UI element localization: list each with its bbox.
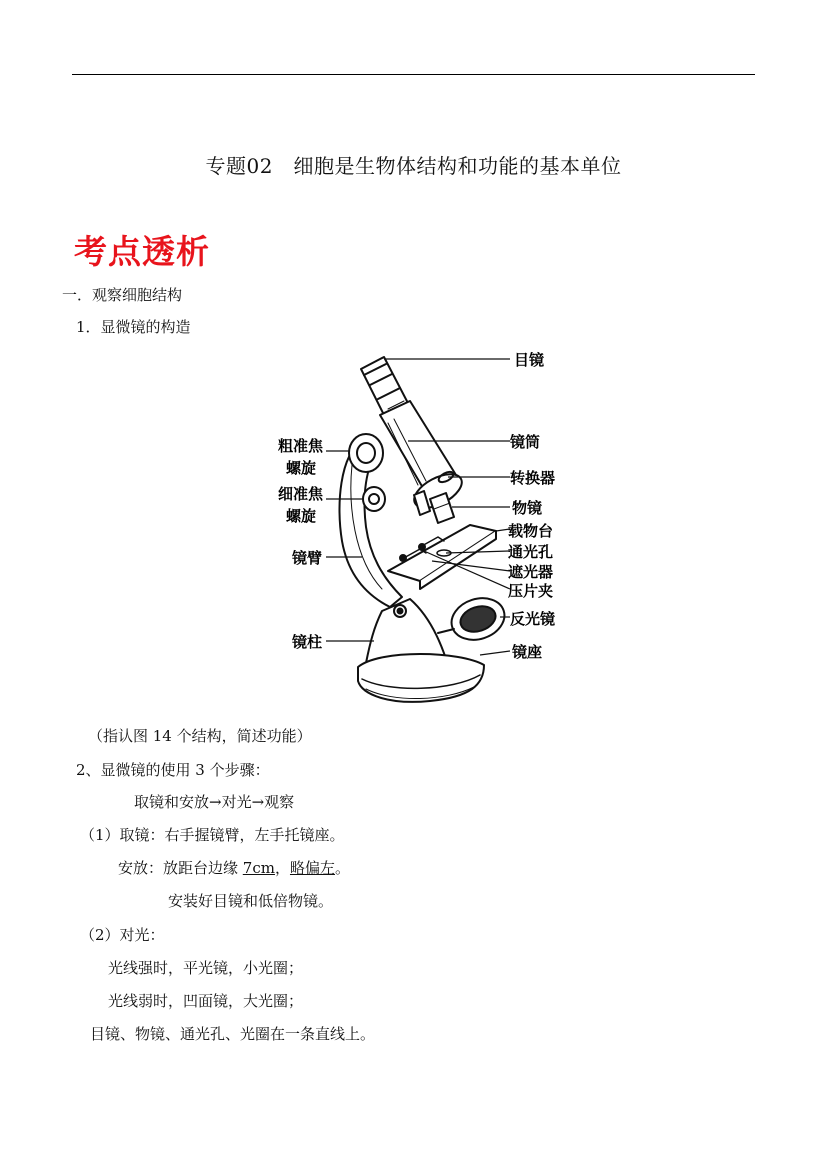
label-eyepiece: 目镜	[514, 351, 545, 369]
label-fine-line2: 螺旋	[286, 507, 317, 525]
section-2-heading: 2、显微镜的使用 3 个步骤：	[76, 761, 270, 779]
label-clip: 压片夹	[508, 582, 554, 600]
placement-bias: 略偏左	[289, 859, 335, 877]
step1-line: （1）取镜：右手握镜臂，左手托镜座。	[80, 826, 345, 844]
placement-prefix: 安放：放距台边缘	[118, 859, 243, 877]
section-1-heading: 一．观察细胞结构	[62, 286, 183, 304]
label-objective: 物镜	[512, 499, 543, 517]
step2-alignment: 目镜、物镜、通光孔、光圈在一条直线上。	[90, 1025, 376, 1043]
microscope-diagram	[270, 345, 570, 717]
label-nosepiece: 转换器	[510, 469, 556, 487]
label-stage: 载物台	[508, 522, 554, 540]
label-arm: 镜臂	[292, 549, 323, 567]
step2-strong-light: 光线强时，平光镜，小光圈；	[108, 959, 304, 977]
label-coarse-line2: 螺旋	[286, 459, 317, 477]
fine-knob-part	[363, 487, 385, 511]
label-coarse-line1: 粗准焦	[278, 437, 324, 455]
label-tube: 镜筒	[510, 433, 541, 451]
step1-install: 安装好目镜和低倍物镜。	[168, 892, 334, 910]
base-part	[358, 654, 484, 702]
page-title: 专题02 细胞是生物体结构和功能的基本单位	[205, 154, 622, 178]
usage-flow: 取镜和安放→对光→观察	[134, 793, 295, 811]
section-banner: 考点透析	[74, 232, 210, 271]
placement-distance: 7cm	[242, 859, 275, 877]
mirror-part	[438, 592, 510, 647]
step2-heading: （2）对光：	[80, 926, 165, 944]
label-diaphragm: 遮光器	[508, 563, 554, 581]
label-pillar: 镜柱	[292, 633, 323, 651]
step1-placement	[118, 857, 350, 878]
stage-part	[388, 525, 496, 589]
label-mirror: 反光镜	[510, 610, 556, 628]
placement-sep: ，	[274, 859, 290, 877]
label-fine-line1: 细准焦	[278, 485, 324, 503]
coarse-knob-part	[349, 434, 383, 472]
label-aperture: 通光孔	[508, 543, 554, 561]
placement-end: 。	[334, 859, 350, 877]
header-rule	[72, 74, 755, 75]
subsection-1-heading: 1．显微镜的构造	[76, 318, 191, 336]
figure-caption: （指认图 14 个结构，简述功能）	[88, 727, 312, 745]
label-base: 镜座	[512, 643, 543, 661]
step2-weak-light: 光线弱时，凹面镜，大光圈；	[108, 992, 304, 1010]
leader-base	[480, 651, 510, 655]
